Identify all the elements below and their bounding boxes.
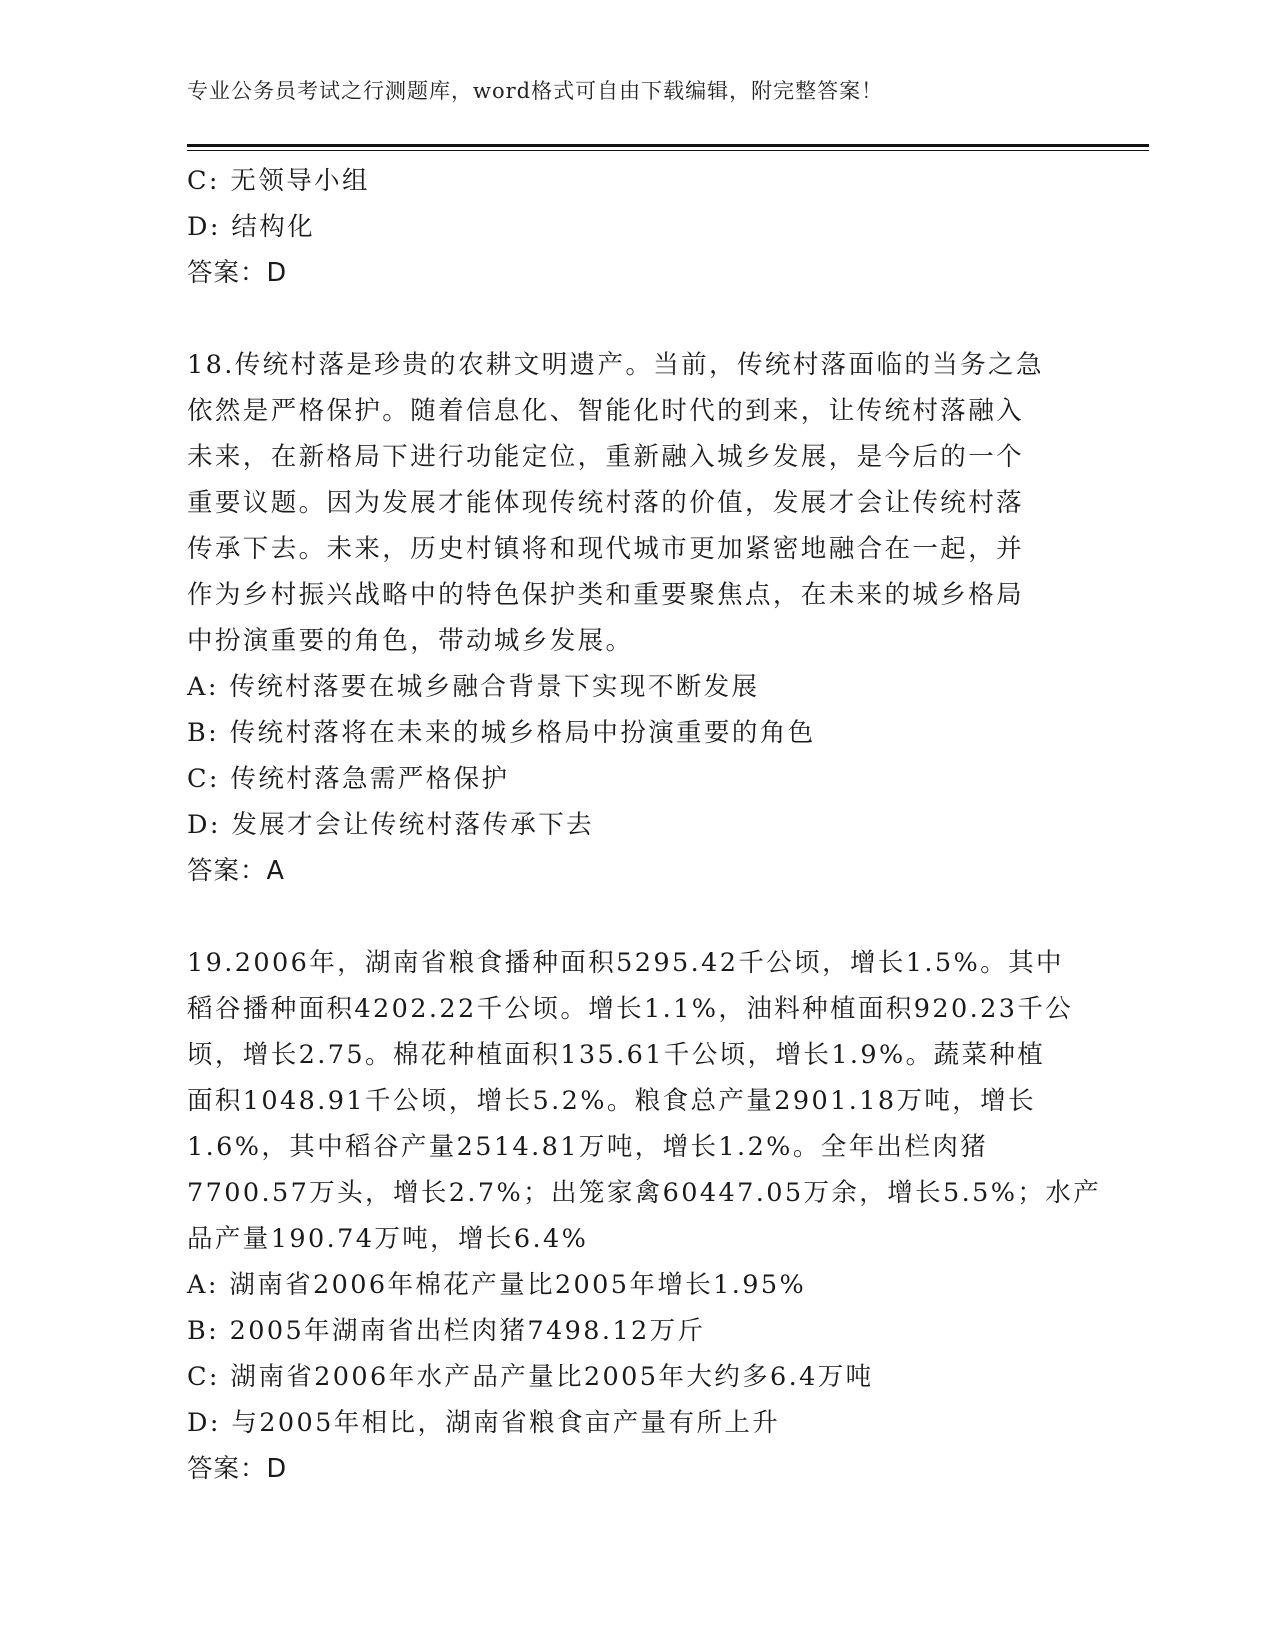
option-label: D: [187, 810, 221, 840]
option-text: 传统村落将在未来的城乡格局中扮演重要的角色 [229, 718, 816, 748]
question-stem-line: 稻谷播种面积4202.22千公顷。增长1.1%，油料种植面积920.23千公 [187, 994, 1074, 1024]
option-text: 无领导小组 [230, 166, 370, 196]
question-stem-line: 中扮演重要的角色，带动城乡发展。 [187, 626, 634, 656]
question-stem-line: 品产量190.74万吨，增长6.4% [187, 1224, 589, 1254]
question-stem-line: 19.2006年，湖南省粮食播种面积5295.42千公顷，增长1.5%。其中 [187, 948, 1064, 978]
answer-line: 答案：A [187, 856, 285, 886]
option-b [187, 710, 1087, 756]
option-label: D: [187, 1408, 221, 1438]
option-text: 传统村落急需严格保护 [230, 764, 510, 794]
answer-line: 答案：D [187, 258, 288, 288]
option-label: B: [187, 1316, 220, 1346]
option-text: 与2005年相比，湖南省粮食亩产量有所上升 [231, 1408, 781, 1438]
question-stem-line: 传承下去。未来，历史村镇将和现代城市更加紧密地融合在一起，并 [187, 534, 1025, 564]
option-d [187, 204, 1087, 250]
answer-line: 答案：D [187, 1454, 288, 1484]
question-stem-line: 1.6%，其中稻谷产量2514.81万吨，增长1.2%。全年出栏肉猪 [187, 1132, 989, 1162]
option-text: 湖南省2006年水产品产量比2005年大约多6.4万吨 [230, 1362, 874, 1392]
option-text: 2005年湖南省出栏肉猪7498.12万斤 [229, 1316, 706, 1346]
option-label: A: [187, 1270, 219, 1300]
option-text: 结构化 [231, 212, 316, 242]
question-stem-line: 面积1048.91千公顷，增长5.2%。粮食总产量2901.18万吨，增长 [187, 1086, 1036, 1116]
option-label: B: [187, 718, 220, 748]
question-stem-line: 作为乡村振兴战略中的特色保护类和重要聚焦点，在未来的城乡格局 [187, 580, 1025, 610]
header-rule-thin [187, 150, 1149, 151]
question-stem-line: 重要议题。因为发展才能体现传统村落的价值，发展才会让传统村落 [187, 488, 1025, 518]
option-b [187, 1308, 1087, 1354]
option-a [187, 1262, 1087, 1308]
option-text: 传统村落要在城乡融合背景下实现不断发展 [229, 672, 760, 702]
document-body [187, 158, 1102, 1492]
question-stem-line: 7700.57万头，增长2.7%；出笼家禽60447.05万余，增长5.5%；水产 [187, 1178, 1102, 1208]
option-c [187, 756, 1087, 802]
option-text: 发展才会让传统村落传承下去 [231, 810, 595, 840]
option-label: C: [187, 764, 220, 794]
page-header: 专业公务员考试之行测题库，word格式可自由下载编辑，附完整答案！ [187, 79, 884, 103]
question-stem-line: 18.传统村落是珍贵的农耕文明遗产。当前，传统村落面临的当务之急 [187, 350, 1044, 380]
spacer [187, 894, 1087, 940]
question-18 [187, 342, 1087, 894]
question-stem-line: 未来，在新格局下进行功能定位，重新融入城乡发展，是今后的一个 [187, 442, 1025, 472]
option-label: C: [187, 166, 220, 196]
option-c [187, 158, 1087, 204]
option-label: C: [187, 1362, 220, 1392]
option-label: D: [187, 212, 221, 242]
header-rule-thick [187, 144, 1149, 147]
option-a [187, 664, 1087, 710]
question-stem-line: 依然是严格保护。随着信息化、智能化时代的到来，让传统村落融入 [187, 396, 1025, 426]
option-label: A: [187, 672, 219, 702]
option-d [187, 802, 1087, 848]
question-19 [187, 940, 1102, 1492]
option-text: 湖南省2006年棉花产量比2005年增长1.95% [229, 1270, 807, 1300]
question-stem-line: 顷，增长2.75。棉花种植面积135.61千公顷，增长1.9%。蔬菜种植 [187, 1040, 1046, 1070]
option-c [187, 1354, 1087, 1400]
option-d [187, 1400, 1087, 1446]
spacer [187, 296, 1087, 342]
